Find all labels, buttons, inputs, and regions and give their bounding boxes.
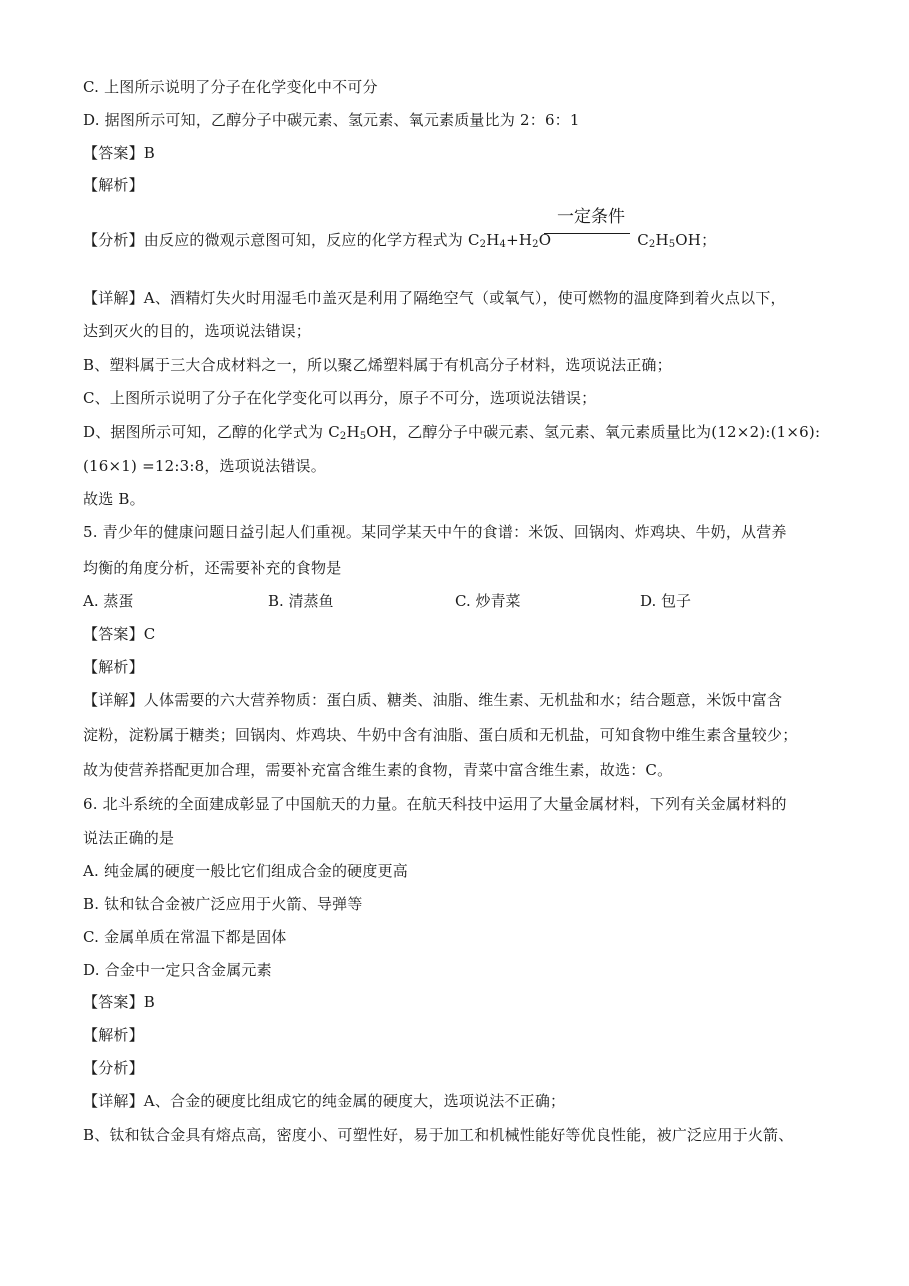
- q5-option-c: C. 炒青菜: [455, 592, 521, 610]
- q4-option-d: D. 据图所示可知，乙醇分子中碳元素、氢元素、氧元素质量比为 2：6：1: [83, 111, 580, 129]
- q6-answer: 【答案】B: [83, 993, 156, 1011]
- q6-option-b: B. 钛和钛合金被广泛应用于火箭、导弹等: [83, 895, 363, 913]
- q4-equation-line: [83, 230, 849, 250]
- q6-analysis-heading: 【解析】: [83, 1026, 144, 1044]
- q6-option-c: C. 金属单质在常温下都是固体: [83, 928, 287, 946]
- q4-analysis-heading: 【解析】: [83, 176, 144, 194]
- q4-detail-d1: D、据图所示可知，乙醇的化学式为 $C_2H_5OH$，乙醇分子中碳元素、氢元素、氧元素质量比为(12×2):(1×6):: [83, 423, 821, 442]
- q4-detail-b: B、塑料属于三大合成材料之一，所以聚乙烯塑料属于有机高分子材料，选项说法正确；: [83, 356, 672, 374]
- q6-option-a: A. 纯金属的硬度一般比它们组成合金的硬度更高: [83, 862, 408, 880]
- q6-stem-1: 6. 北斗系统的全面建成彰显了中国航天的力量。在航天科技中运用了大量金属材料，下列有关金属材料的: [83, 795, 787, 813]
- q5-detail-3: 故为使营养搭配更加合理，需要补充富含维生素的食物，青菜中富含维生素，故选：C。: [83, 761, 673, 779]
- eq-arrow-line: [544, 233, 630, 234]
- q6-detail-a: 【详解】A、合金的硬度比组成它的纯金属的硬度大，选项说法不正确；: [83, 1092, 566, 1110]
- q5-stem-2: 均衡的角度分析，还需要补充的食物是: [83, 559, 342, 577]
- q6-detail-b: B、钛和钛合金具有熔点高，密度小、可塑性好，易于加工和机械性能好等优良性能，被广泛应用于火箭、: [83, 1126, 794, 1144]
- q5-stem-1: 5. 青少年的健康问题日益引起人们重视。某同学某天中午的食谱：米饭、回锅肉、炸鸡块、牛奶，从营养: [83, 523, 787, 541]
- eq-right: $C_2H_5OH$；: [637, 231, 717, 250]
- q5-detail-1: 【详解】人体需要的六大营养物质：蛋白质、糖类、油脂、维生素、无机盐和水；结合题意，米饭中富含: [83, 691, 783, 709]
- q4-detail-c: C、上图所示说明了分子在化学变化可以再分，原子不可分，选项说法错误；: [83, 389, 597, 407]
- q5-option-a: A. 蒸蛋: [83, 592, 134, 610]
- q4-fenxi-text: 【分析】由反应的微观示意图可知，反应的化学方程式为: [83, 231, 468, 249]
- q5-analysis-heading: 【解析】: [83, 658, 144, 676]
- eq-left: $C_2H_4+H_2O$: [467, 231, 552, 250]
- q5-answer: 【答案】C: [83, 625, 156, 643]
- q5-option-d: D. 包子: [640, 592, 692, 610]
- q6-fenxi: 【分析】: [83, 1059, 144, 1077]
- eq-condition: 一定条件: [557, 207, 625, 227]
- q6-stem-2: 说法正确的是: [83, 829, 175, 847]
- q4-conclusion: 故选 B。: [83, 490, 145, 508]
- q4-answer: 【答案】B: [83, 144, 156, 162]
- q4-detail-a1: 【详解】A、酒精灯失火时用湿毛巾盖灭是利用了隔绝空气（或氧气），使可燃物的温度降到着火点以下，: [83, 289, 786, 307]
- q6-option-d: D. 合金中一定只含金属元素: [83, 961, 272, 979]
- q4-option-c: C. 上图所示说明了分子在化学变化中不可分: [83, 78, 378, 96]
- q5-option-b: B. 清蒸鱼: [268, 592, 334, 610]
- q5-detail-2: 淀粉，淀粉属于糖类；回锅肉、炸鸡块、牛奶中含有油脂、蛋白质和无机盐，可知食物中维生素含量较少；: [83, 726, 798, 744]
- q4-detail-a2: 达到灭火的目的，选项说法错误；: [83, 322, 312, 340]
- q4-detail-d2: (16×1) =12:3:8，选项说法错误。: [83, 457, 326, 475]
